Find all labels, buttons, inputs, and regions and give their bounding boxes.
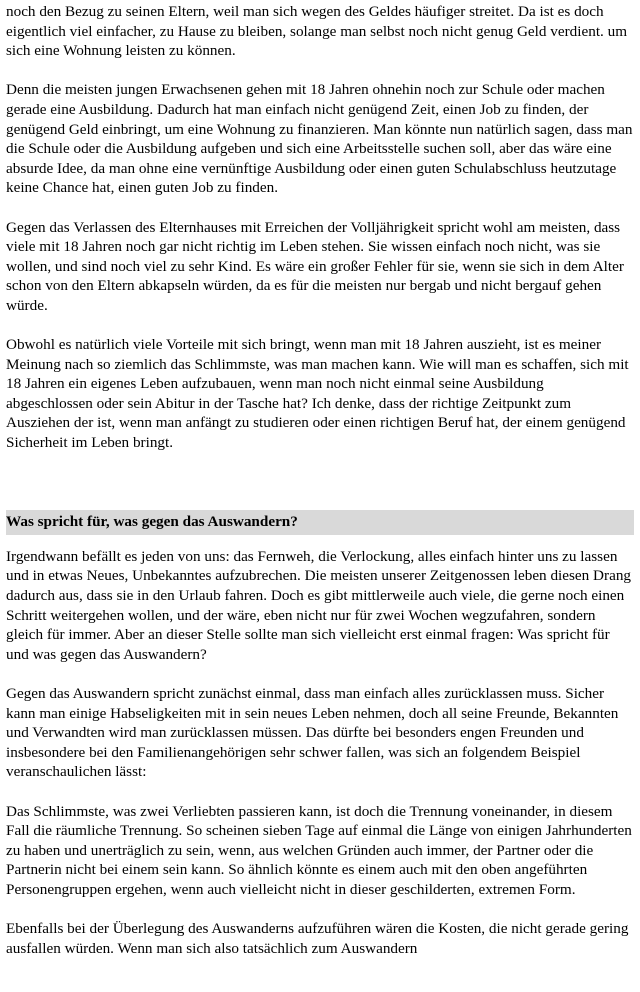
section-heading: Was spricht für, was gegen das Auswandern? bbox=[6, 513, 298, 531]
paragraph-parental-bond: noch den Bezug zu seinen Eltern, weil man sich wegen des Geldes häufiger streitet. Da ist es doch eigentlich viel einfacher, zu Hause zu bleiben, solange man selbst noch nicht genug Geld verdient. um sich eine Wohnung leisten zu können. bbox=[6, 3, 628, 60]
section-spacer bbox=[6, 472, 634, 510]
paragraph-against-leaving-home: Gegen das Verlassen des Elternhauses mit Erreichen der Volljährigkeit spricht wohl am meisten, dass viele mit 18 Jahren noch gar nicht richtig im Leben stehen. Sie wissen einfach noch nicht, was sie wollen, und sind noch viel zu sehr Kind. Es wäre ein großer Fehler für sie, wenn sie sich in dem Alter schon von den Eltern abkapseln würden, da es für die meisten nur bergab und nicht bergauf gehen würde. bbox=[6, 218, 624, 314]
section-heading-bar bbox=[6, 510, 634, 535]
paragraph-conclusion-moving-out: Obwohl es natürlich viele Vorteile mit sich bringt, wenn man mit 18 Jahren auszieht, ist es meiner Meinung nach so ziemlich das Schlimmste, was man machen kann. Wie will man es schaffen, sich mit 18 Jahren ein eigenes Leben aufzubauen, wenn man noch nicht einmal seine Ausbildung abgeschlossen oder sein Abitur in der Tasche hat? Ich denke, dass der richtige Zeitpunkt zum Ausziehen der ist, wenn man anfängt zu studieren oder einen richtigen Beruf hat, der einem genügend Sicherheit im Leben bringt. bbox=[6, 336, 629, 452]
paragraph-costs: Ebenfalls bei der Überlegung des Auswanderns aufzuführen wären die Kosten, die nicht gerade gering ausfallen würden. Wenn man sich also tatsächlich zum Auswandern bbox=[6, 920, 629, 957]
paragraph-school-training: Denn die meisten jungen Erwachsenen gehen mit 18 Jahren ohnehin noch zur Schule oder machen gerade eine Ausbildung. Dadurch hat man einfach nicht genügend Zeit, einen Job zu finden, der genügend Geld einbringt, um eine Wohnung zu finanzieren. Man könnte nun natürlich sagen, dass man die Schule oder die Ausbildung aufgeben und sich eine Arbeitsstelle suchen soll, aber das wäre eine absurde Idee, da man ohne eine vernünftige Ausbildung oder einen guten Schulabschluss heutzutage keine Chance hat, einen guten Job zu finden. bbox=[6, 81, 633, 197]
paragraph-leaving-everything: Gegen das Auswandern spricht zunächst einmal, dass man einfach alles zurücklassen muss. Sicher kann man einige Habseligkeiten mit in sein neues Leben nehmen, doch all seine Freunde, Bekannten und Verwandten wird man zurücklassen müssen. Das dürfte bei besonders engen Freunden und insbesondere bei den Familienangehörigen sehr schwer fallen, was sich an folgendem Beispiel veranschaulichen lässt: bbox=[6, 685, 619, 781]
paragraph-separation-example: Das Schlimmste, was zwei Verliebten passieren kann, ist doch die Trennung voneinander, in diesem Fall die räumliche Trennung. So scheinen sieben Tage auf einmal die Länge von einigen Jahrhunderten zu haben und unerträglich zu sein, wenn, aus welchen Gründen auch immer, der Partner oder die Partnerin nicht bei einem sein kann. So ähnlich könnte es einem auch mit den oben angeführten Personengruppen ergehen, wenn auch vielleicht nicht in dieser geschilderten, extremen Form. bbox=[6, 802, 632, 898]
paragraph-wanderlust: Irgendwann befällt es jeden von uns: das Fernweh, die Verlockung, alles einfach hinter uns zu lassen und in etwas Neues, Unbekanntes aufzubrechen. Die meisten unserer Zeitgenossen leben diesen Drang dadurch aus, dass sie in den Urlaub fahren. Doch es gibt mittlerweile auch viele, die gerne noch einen Schritt weitergehen wollen, und der wäre, eben nicht nur für zwei Wochen wegzufahren, sondern gleich für immer. Aber an dieser Stelle sollte man sich vielleicht erst einmal fragen: Was spricht für und was gegen das Auswandern? bbox=[6, 547, 632, 663]
